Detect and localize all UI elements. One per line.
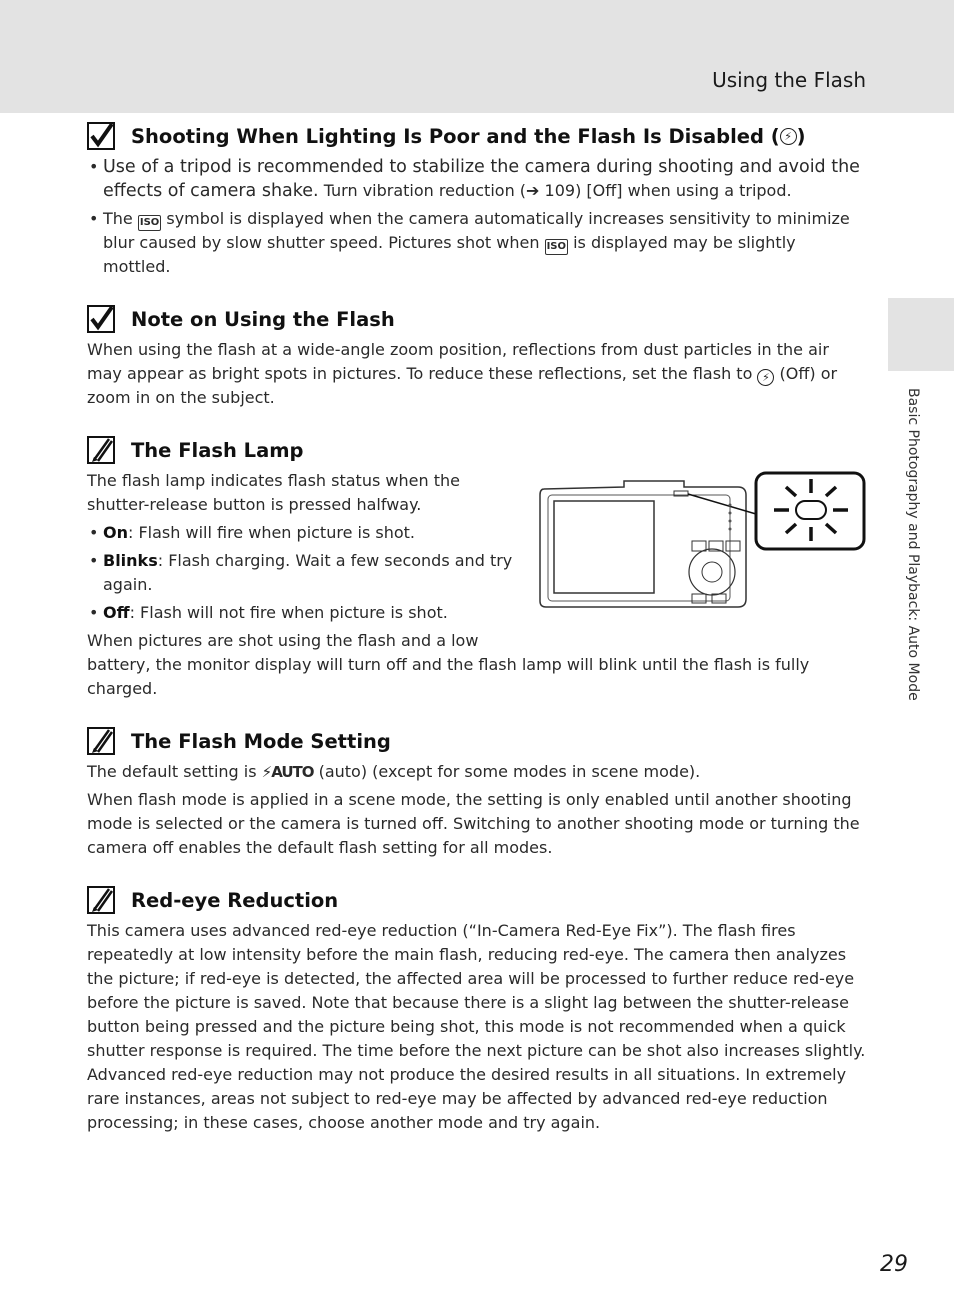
flash-lamp-block — [87, 469, 867, 653]
paragraph: battery, the monitor display will turn off and the flash lamp will blink until the flash is fully charged. — [87, 655, 810, 698]
pencil-note-icon — [87, 886, 115, 914]
flash-off-icon: ⚡ — [780, 128, 797, 145]
section-title: Red-eye Reduction — [131, 888, 339, 912]
section-title: The Flash Lamp — [131, 438, 304, 462]
paragraph: When pictures are shot using the flash and a low — [87, 631, 479, 650]
section-note-flash — [87, 301, 867, 410]
bullet-list — [87, 155, 867, 279]
bullet-list — [87, 521, 517, 625]
section-title: The Flash Mode Setting — [131, 729, 391, 753]
section-title: Note on Using the Flash — [131, 307, 395, 331]
camera-back-illustration — [534, 469, 874, 639]
section-flash-mode-setting — [87, 723, 867, 860]
section-title-suffix: ) — [796, 124, 806, 148]
list-item: • The ISO symbol is displayed when the camera automatically increases sensitivity to minimize blur caused by slow shutter speed. Pictures shot when ISO is displayed may be slightly mottled. — [87, 207, 867, 279]
section-heading — [87, 432, 867, 468]
section-flash-lamp — [87, 432, 867, 701]
list-item: • Use of a tripod is recommended to stabilize the camera during shooting and avoid the effects of camera shake. Turn vibration reduction (➔ 109) [Off] when using a tripod. — [87, 155, 867, 203]
section-heading — [87, 723, 867, 759]
section-title: Shooting When Lighting Is Poor and the Flash Is Disabled ( — [131, 124, 780, 148]
section-red-eye — [87, 882, 867, 1135]
iso-icon: ISO — [545, 239, 568, 255]
flash-lamp-text — [87, 469, 517, 653]
paragraph: This camera uses advanced red-eye reduction (“In-Camera Red-Eye Fix”). The flash fires repeatedly at low intensity before the main flash, reducing red-eye. The camera then analyzes the picture; if red-eye is detected, the affected area will be processed to further reduce red-eye before the picture is saved. Note that because there is a slight lag between the shutter-release button being pressed and the picture being shot, this mode is not recommended when a quick shutter response is required. The time before the next picture can be shot also increases slightly. Advanced red-eye reduction may not produce the desired results in all situations. In extremely rare instances, areas not subject to red-eye may be affected by advanced red-eye reduction processing; in these cases, choose another mode and try again. — [87, 921, 866, 1132]
iso-icon: ISO — [138, 215, 161, 231]
page-ref: 109 — [544, 181, 576, 200]
list-item: • Off: Flash will not fire when picture is shot. — [87, 601, 517, 625]
checkmark-box-icon — [87, 305, 115, 333]
section-heading — [87, 301, 867, 337]
pencil-note-icon — [87, 436, 115, 464]
header-band — [0, 0, 954, 113]
pencil-note-icon — [87, 727, 115, 755]
section-heading — [87, 882, 867, 918]
paragraph: When flash mode is applied in a scene mode, the setting is only enabled until another shooting mode is selected or the camera is turned off. Switching to another shooting mode or turning the camera off enables the default flash setting for all modes. — [87, 790, 860, 857]
flash-off-icon: ⚡ — [757, 369, 774, 386]
list-item: • On: Flash will fire when picture is shot. — [87, 521, 517, 545]
flash-auto-icon: ⚡AUTO — [261, 763, 314, 781]
paragraph: When using the flash at a wide-angle zoom position, reflections from dust particles in the air may appear as bright spots in pictures. To reduce these reflections, set the flash to ⚡ (Off) or zoom in on the subject. — [87, 340, 838, 407]
page-content — [87, 118, 867, 1157]
checkmark-box-icon — [87, 122, 115, 150]
section-poor-lighting — [87, 118, 867, 279]
list-item: • Blinks: Flash charging. Wait a few seconds and try again. — [87, 549, 517, 597]
paragraph: The flash lamp indicates flash status when the shutter-release button is pressed halfway. — [87, 471, 460, 514]
page-ref-icon: ➔ — [526, 181, 540, 200]
page-number: 29 — [880, 1252, 908, 1277]
running-head: Using the Flash — [712, 68, 866, 92]
section-heading — [87, 118, 867, 154]
paragraph: The default setting is ⚡AUTO (auto) (except for some modes in scene mode). — [87, 762, 701, 781]
side-tab-label: Basic Photography and Playback: Auto Mode — [905, 388, 921, 701]
side-tab — [888, 298, 954, 371]
